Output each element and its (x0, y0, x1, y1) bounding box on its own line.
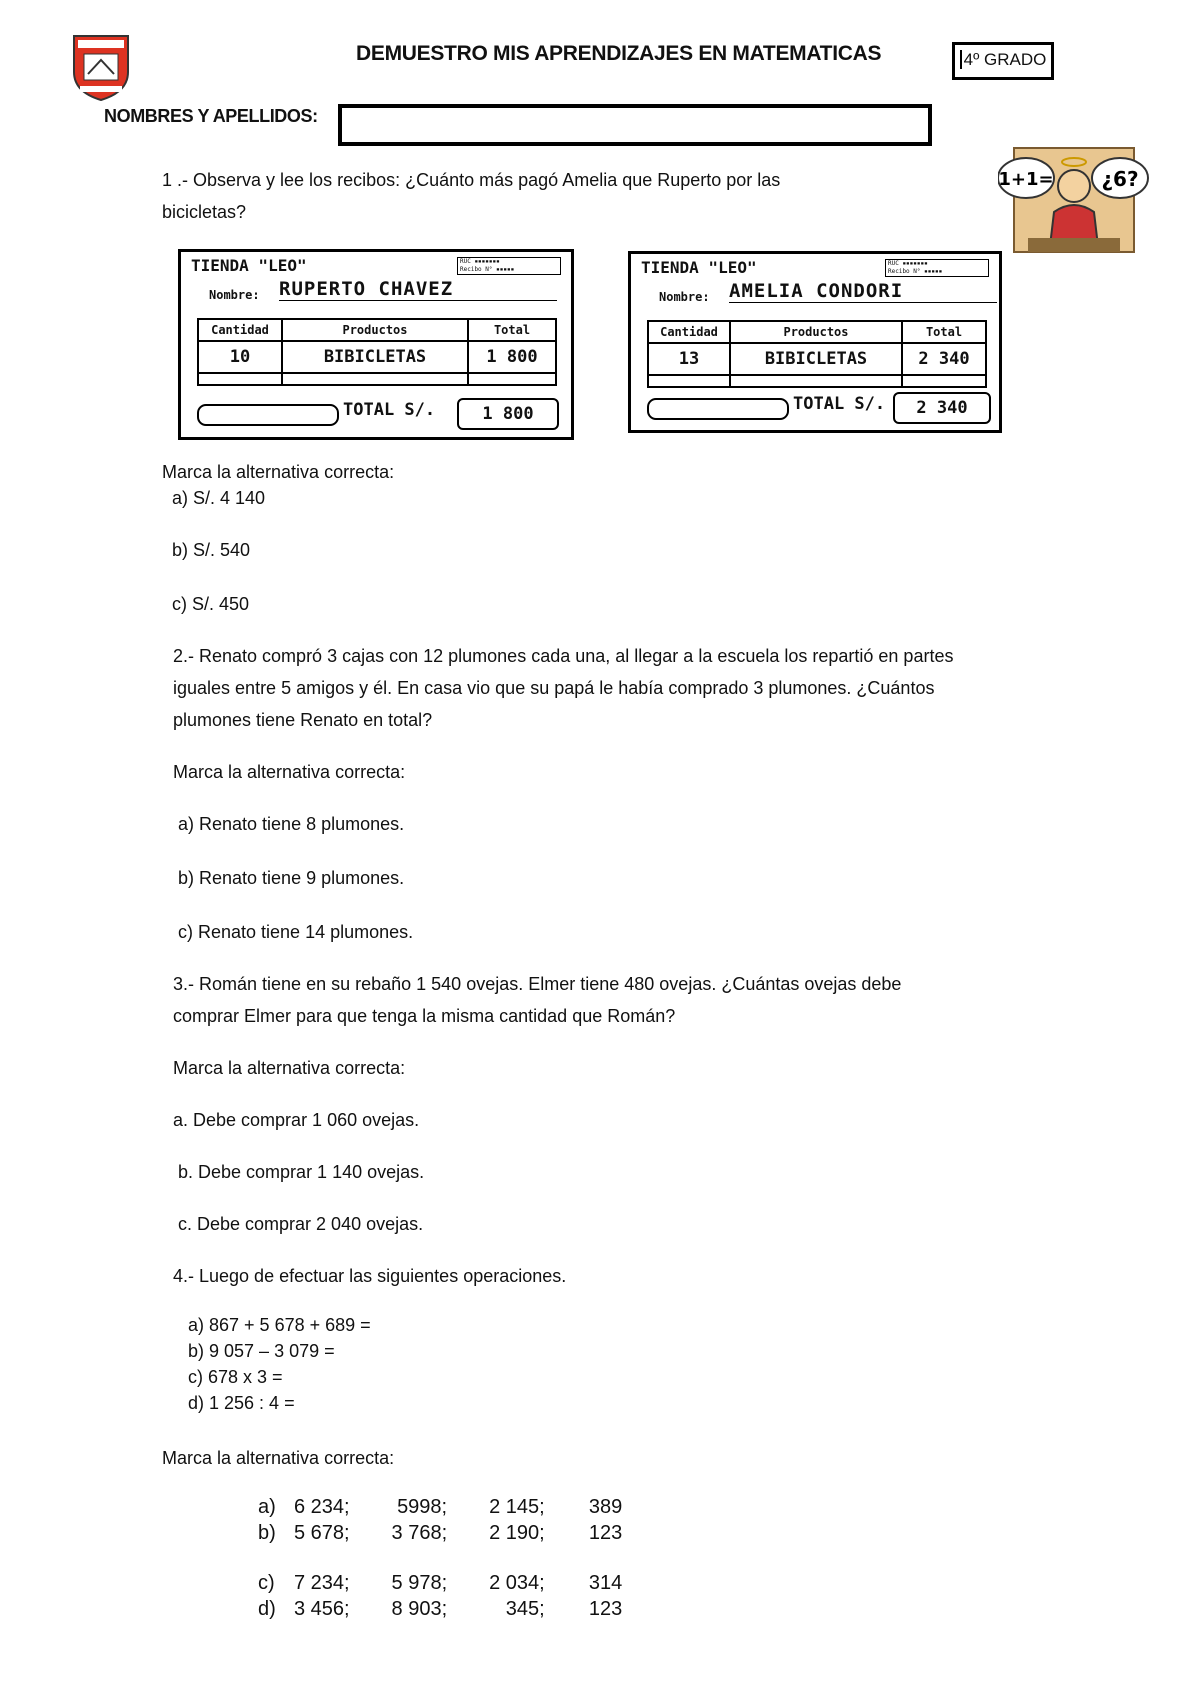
q3-prompt: Marca la alternativa correcta: (173, 1058, 406, 1078)
names-label: NOMBRES Y APELLIDOS: (104, 106, 318, 126)
q1-line1: 1 .- Observa y lee los recibos: ¿Cuánto más pagó Amelia que Ruperto por las (162, 170, 781, 190)
answer-value: 3 456; (293, 1598, 350, 1620)
cartoon-left-text: 1+1= (998, 169, 1054, 190)
q2-option-b[interactable]: b) Renato tiene 9 plumones. (178, 868, 405, 888)
cell-total: 1 800 (468, 341, 556, 373)
q2-option-a[interactable]: a) Renato tiene 8 plumones. (178, 814, 405, 834)
answer-letter: d) (258, 1598, 276, 1620)
q2-option-c[interactable]: c) Renato tiene 14 plumones. (178, 922, 414, 942)
q1-option-c[interactable]: c) S/. 450 (172, 594, 250, 614)
answer-value: 5 978; (391, 1572, 448, 1594)
receipt-store: TIENDA "LEO" (641, 258, 757, 277)
q4-answer-a[interactable] (258, 1496, 622, 1522)
col-cantidad: Cantidad (648, 321, 730, 343)
q4-operation-b: b) 9 057 – 3 079 = (188, 1341, 335, 1361)
answer-value: 2 190; (489, 1522, 545, 1544)
names-input-box[interactable] (338, 104, 932, 146)
receipt-total-label: TOTAL S/. (343, 400, 436, 420)
receipt-total-label: TOTAL S/. (793, 394, 886, 414)
col-total: Total (902, 321, 986, 343)
q2-line1: 2.- Renato compró 3 cajas con 12 plumones cada una, al llegar a la escuela los repartió en partes (173, 646, 954, 666)
q4-text: 4.- Luego de efectuar las siguientes operaciones. (173, 1266, 567, 1286)
q1-line2: bicicletas? (162, 202, 247, 222)
cartoon-right-text: ¿6? (1101, 167, 1139, 191)
col-cantidad: Cantidad (198, 319, 282, 341)
q3-option-c[interactable]: c. Debe comprar 2 040 ovejas. (178, 1214, 424, 1234)
q3-option-b[interactable]: b. Debe comprar 1 140 ovejas. (178, 1162, 425, 1182)
receipt-ruperto (178, 249, 574, 440)
receipt-pill (197, 404, 339, 426)
q2-line3: plumones tiene Renato en total? (173, 710, 433, 730)
answer-value: 6 234; (293, 1496, 350, 1518)
page-title: DEMUESTRO MIS APRENDIZAJES EN MATEMATICAS (356, 42, 882, 65)
cell-product: BIBICLETAS (282, 341, 468, 373)
col-productos: Productos (282, 319, 468, 341)
answer-letter: a) (258, 1496, 276, 1518)
receipt-grand-total: 2 340 (893, 392, 991, 424)
answer-value: 5998; (397, 1496, 448, 1518)
answer-value: 123 (588, 1522, 623, 1544)
receipt-table (647, 320, 987, 388)
receipt-pill (647, 398, 789, 420)
thinking-student-illustration (998, 142, 1150, 256)
answer-value: 389 (588, 1496, 623, 1518)
receipt-ruc-box: RUC ▪▪▪▪▪▪▪ Recibo N° ▪▪▪▪▪ (457, 257, 561, 275)
q3-line2: comprar Elmer para que tenga la misma cantidad que Román? (173, 1006, 676, 1026)
answer-value: 314 (588, 1572, 623, 1594)
answer-value: 2 034; (489, 1572, 545, 1594)
cell-qty: 10 (198, 341, 282, 373)
cell-qty: 13 (648, 343, 730, 375)
q1-option-b[interactable]: b) S/. 540 (172, 540, 251, 560)
grade-label: 4º GRADO (960, 50, 1047, 69)
receipt-name: AMELIA CONDORI (729, 280, 997, 303)
answer-letter: c) (258, 1572, 275, 1594)
q4-operation-d: d) 1 256 : 4 = (188, 1393, 295, 1413)
answer-value: 8 903; (391, 1598, 448, 1620)
q1-prompt: Marca la alternativa correcta: (162, 462, 395, 482)
receipt-name-label: Nombre: (659, 290, 710, 304)
q3-option-a[interactable]: a. Debe comprar 1 060 ovejas. (173, 1110, 420, 1130)
receipt-amelia (628, 251, 1002, 433)
receipt-grand-total: 1 800 (457, 398, 559, 430)
school-logo (70, 32, 132, 102)
q2-line2: iguales entre 5 amigos y él. En casa vio que su papá le había comprado 3 plumones. ¿Cuántos (173, 678, 935, 698)
q2-prompt: Marca la alternativa correcta: (173, 762, 406, 782)
receipt-store: TIENDA "LEO" (191, 256, 307, 275)
col-productos: Productos (730, 321, 902, 343)
q4-answers (258, 1496, 622, 1624)
answer-value: 7 234; (293, 1572, 350, 1594)
q4-prompt: Marca la alternativa correcta: (162, 1448, 395, 1468)
receipt-name: RUPERTO CHAVEZ (279, 278, 557, 301)
q4-answer-b[interactable] (258, 1522, 622, 1572)
cell-product: BIBICLETAS (730, 343, 902, 375)
answer-value: 123 (588, 1598, 623, 1620)
q4-operation-a: a) 867 + 5 678 + 689 = (188, 1315, 371, 1335)
q4-answer-c[interactable] (258, 1572, 622, 1598)
q3-line1: 3.- Román tiene en su rebaño 1 540 ovejas. Elmer tiene 480 ovejas. ¿Cuántas ovejas debe (173, 974, 902, 994)
cell-total: 2 340 (902, 343, 986, 375)
answer-value: 3 768; (391, 1522, 448, 1544)
q1-option-a[interactable]: a) S/. 4 140 (172, 488, 266, 508)
receipt-ruc-box: RUC ▪▪▪▪▪▪▪ Recibo N° ▪▪▪▪▪ (885, 259, 989, 277)
answer-letter: b) (258, 1522, 276, 1544)
grade-box (952, 42, 1054, 80)
col-total: Total (468, 319, 556, 341)
receipt-name-label: Nombre: (209, 288, 260, 302)
q4-answer-d[interactable] (258, 1598, 622, 1624)
answer-value: 5 678; (293, 1522, 350, 1544)
receipt-table (197, 318, 557, 386)
answer-value: 2 145; (489, 1496, 545, 1518)
q4-operation-c: c) 678 x 3 = (188, 1367, 283, 1387)
answer-value: 345; (505, 1598, 545, 1620)
